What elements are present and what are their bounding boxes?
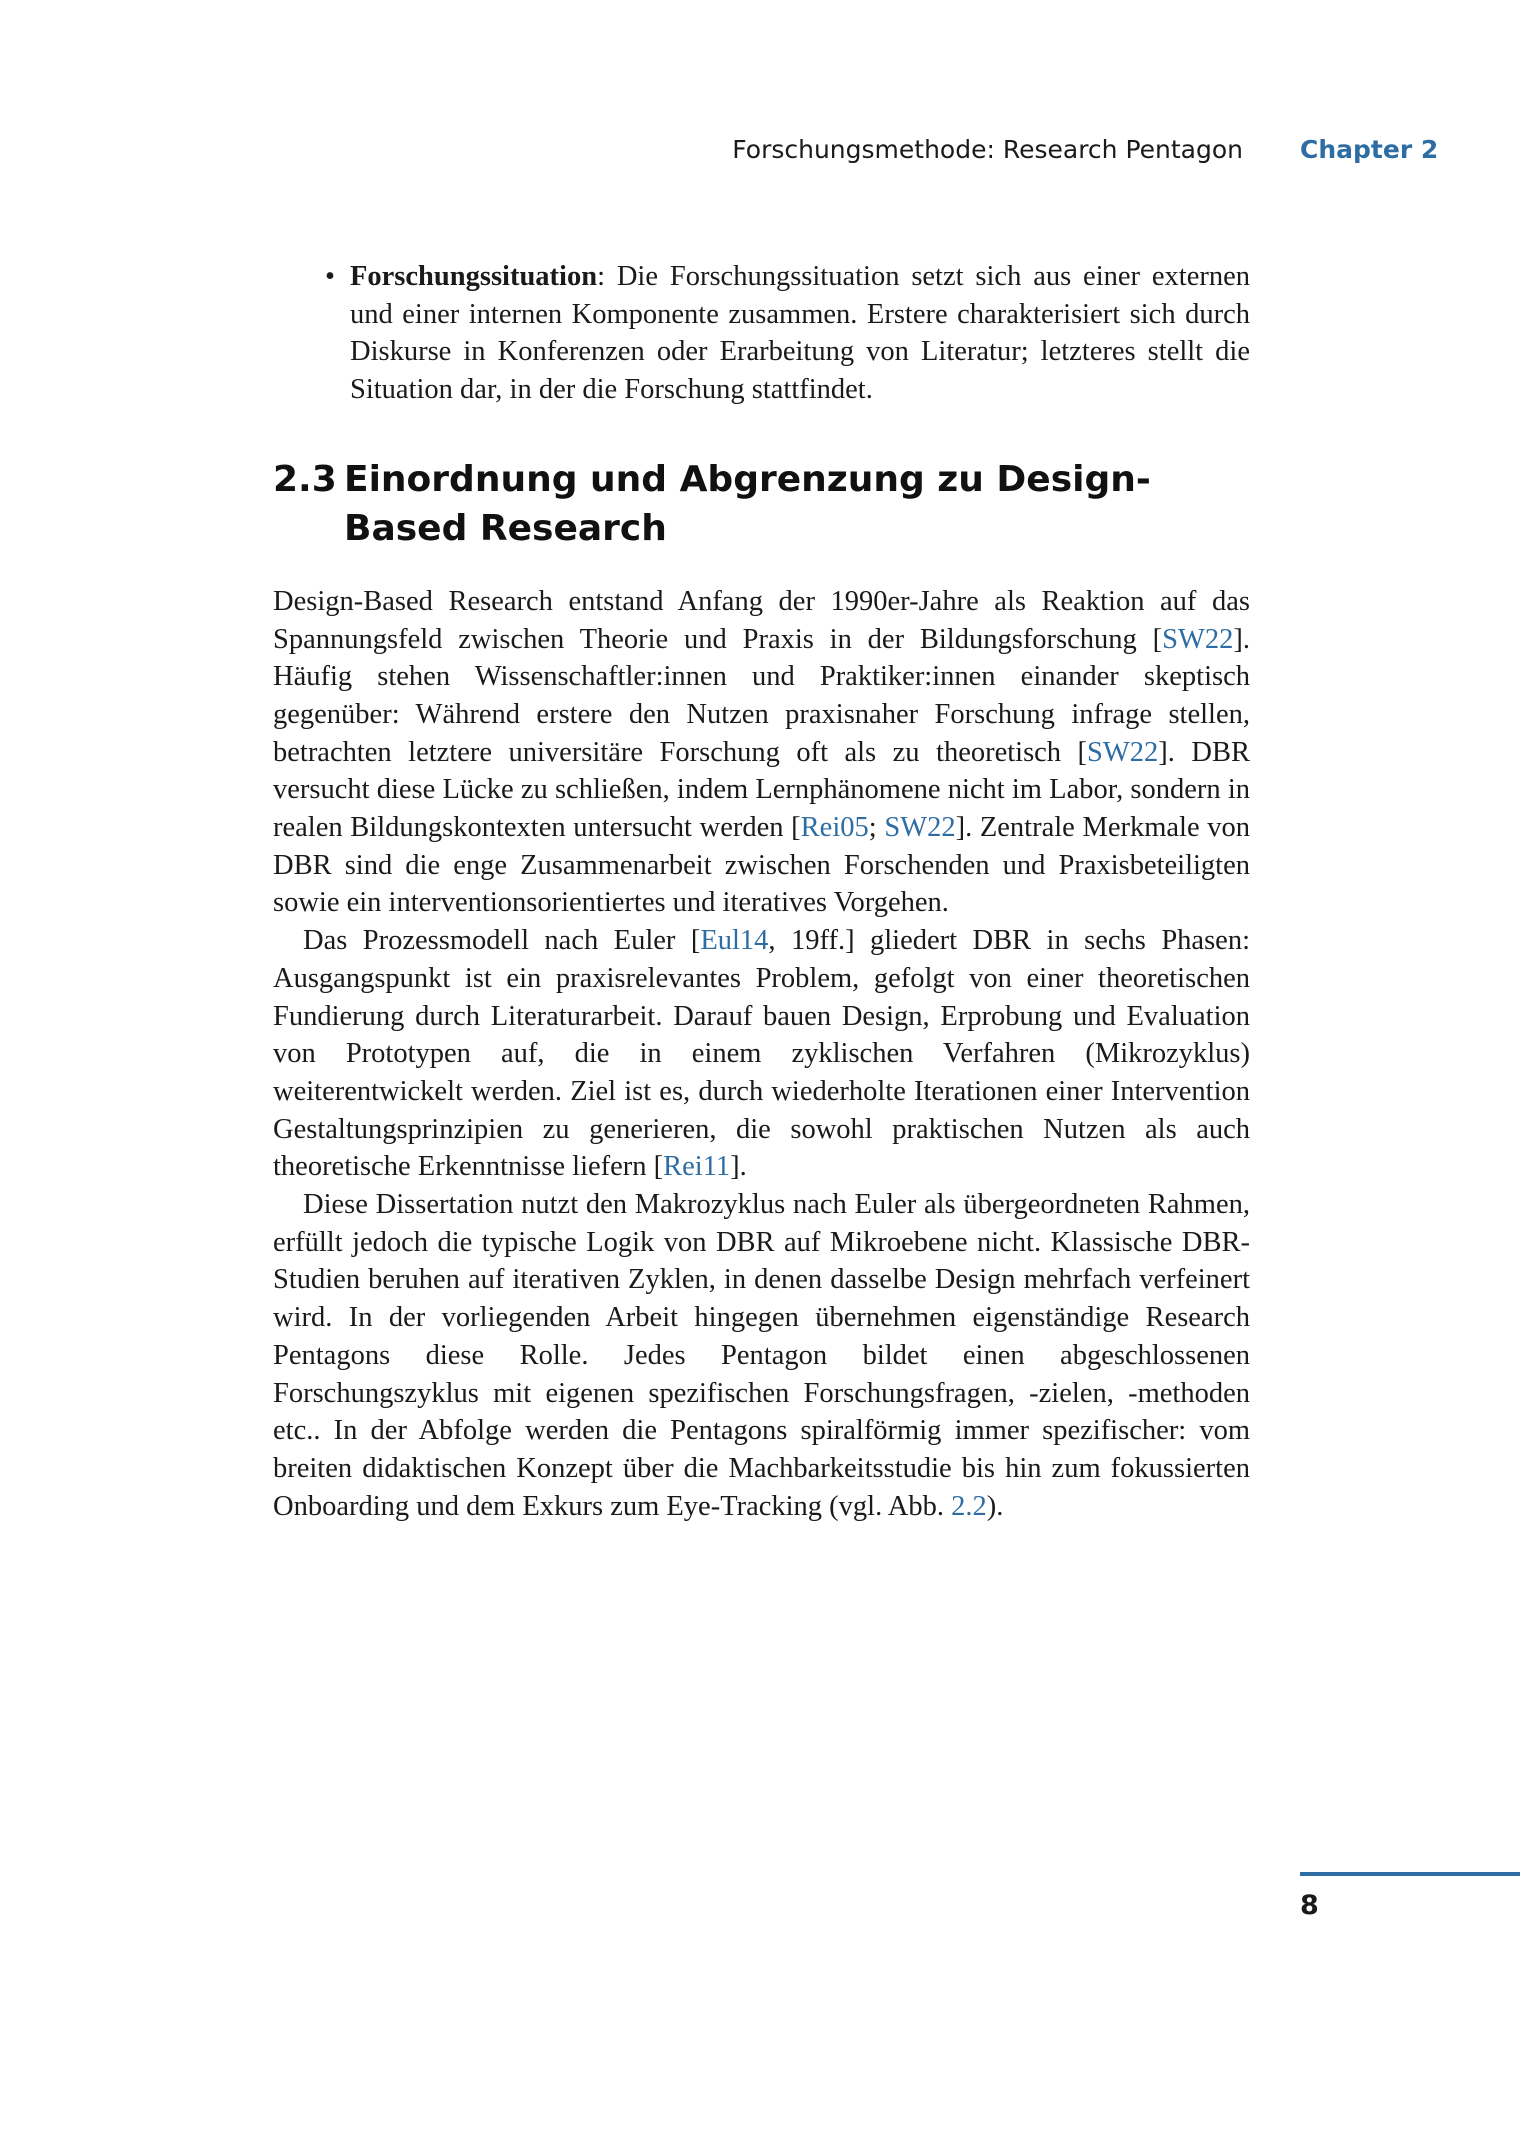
page-body	[273, 258, 1250, 1525]
citation-link[interactable]: SW22	[1087, 736, 1159, 768]
citation-link[interactable]: Rei11	[663, 1151, 731, 1183]
running-header	[0, 135, 1520, 175]
text-span: Design-Based Research entstand Anfang der 1990er-Jahre als Reaktion auf das Spannungsfeld zwischen Theorie und Praxis in der Bildungsforschung [	[273, 585, 1250, 655]
bullet-item	[273, 258, 1250, 409]
paragraph-1	[273, 583, 1250, 922]
text-span: Das Prozessmodell nach Euler [	[303, 925, 701, 957]
text-span: ).	[986, 1490, 1004, 1522]
paragraph-2	[273, 922, 1250, 1186]
citation-link[interactable]: SW22	[884, 812, 956, 844]
text-span: , 19ff.] gliedert DBR in sechs Phasen: Ausgangspunkt ist ein praxisrelevantes Problem, gefolgt von einer theoretischen Fundierung durch Literaturarbeit. Darauf bauen Design, Erprobung und Evaluation von Prototypen auf, die in einem zyklischen Verfahren (Mikrozyklus) weiterentwickelt werden. Ziel ist es, durch wiederholte Iterationen einer Intervention Gestaltungsprinzipien zu generieren, die sowohl praktischen Nutzen als auch theoretische Erkenntnisse liefern [	[273, 925, 1250, 1183]
text-span: Diese Dissertation nutzt den Makrozyklus nach Euler als übergeordneten Rahmen, erfüllt jedoch die typische Logik von DBR auf Mikroebene nicht. Klassische DBR-Studien beruhen auf iterativen Zyklen, in denen dasselbe Design mehrfach verfeinert wird. In der vorliegenden Arbeit hingegen übernehmen eigenständige Research Pentagons diese Rolle. Jedes Pentagon bildet einen abgeschlossenen Forschungszyklus mit eigenen spezifischen Forschungsfragen, -zielen, -methoden etc.. In der Abfolge werden die Pentagons spiralförmig immer spezifischer: vom breiten didaktischen Konzept über die Machbarkeitsstudie bis hin zum fokussierten Onboarding und dem Exkurs zum Eye-Tracking (vgl. Abb.	[273, 1189, 1250, 1522]
page-number: 8	[1300, 1890, 1319, 1921]
text-span: ]. Zentrale Merkmale von DBR sind die enge Zusammenarbeit zwischen Forschenden und Praxisbeteiligten sowie ein interventionsorientiertes und iteratives Vorgehen.	[273, 812, 1251, 919]
citation-link[interactable]: Eul14	[700, 925, 769, 957]
paragraph-3	[273, 1186, 1250, 1525]
text-span: ]. DBR versucht diese Lücke zu schließen, indem Lernphänomene nicht im Labor, sondern in realen Bildungskontexten untersucht werden [	[273, 736, 1251, 844]
citation-link[interactable]: SW22	[1162, 623, 1234, 655]
chapter-label: Chapter 2	[1300, 135, 1439, 164]
citation-link[interactable]: Rei05	[800, 812, 869, 844]
section-number: 2.3	[273, 458, 337, 500]
bullet-term: Forschungssituation	[350, 261, 598, 292]
bullet-text: : Die Forschungssituation setzt sich aus einer externen und einer internen Komponente zusammen. Erstere charakterisiert sich durch Diskurse in Konferenzen oder Erarbeitung von Literatur; letzteres stellt die Situation dar, in der die Forschung stattfindet.	[350, 261, 1250, 406]
text-span: ]. Häufig stehen Wissenschaftler:innen und Praktiker:innen einander skeptisch gegenüber: Während erstere den Nutzen praxisnaher Forschung infrage stellen, betrachten letztere universitäre Forschung oft als zu theoretisch [	[273, 623, 1250, 768]
text-span: ].	[730, 1151, 747, 1183]
text-span: ;	[868, 812, 885, 844]
section-title: Einordnung und Abgrenzung zu Design-Based Research	[344, 458, 1151, 549]
bullet-marker: •	[325, 261, 335, 292]
figure-reference-link[interactable]: 2.2	[951, 1490, 987, 1522]
running-title: Forschungsmethode: Research Pentagon	[732, 135, 1243, 164]
footer-rule	[1300, 1872, 1520, 1876]
section-heading	[273, 455, 1250, 553]
